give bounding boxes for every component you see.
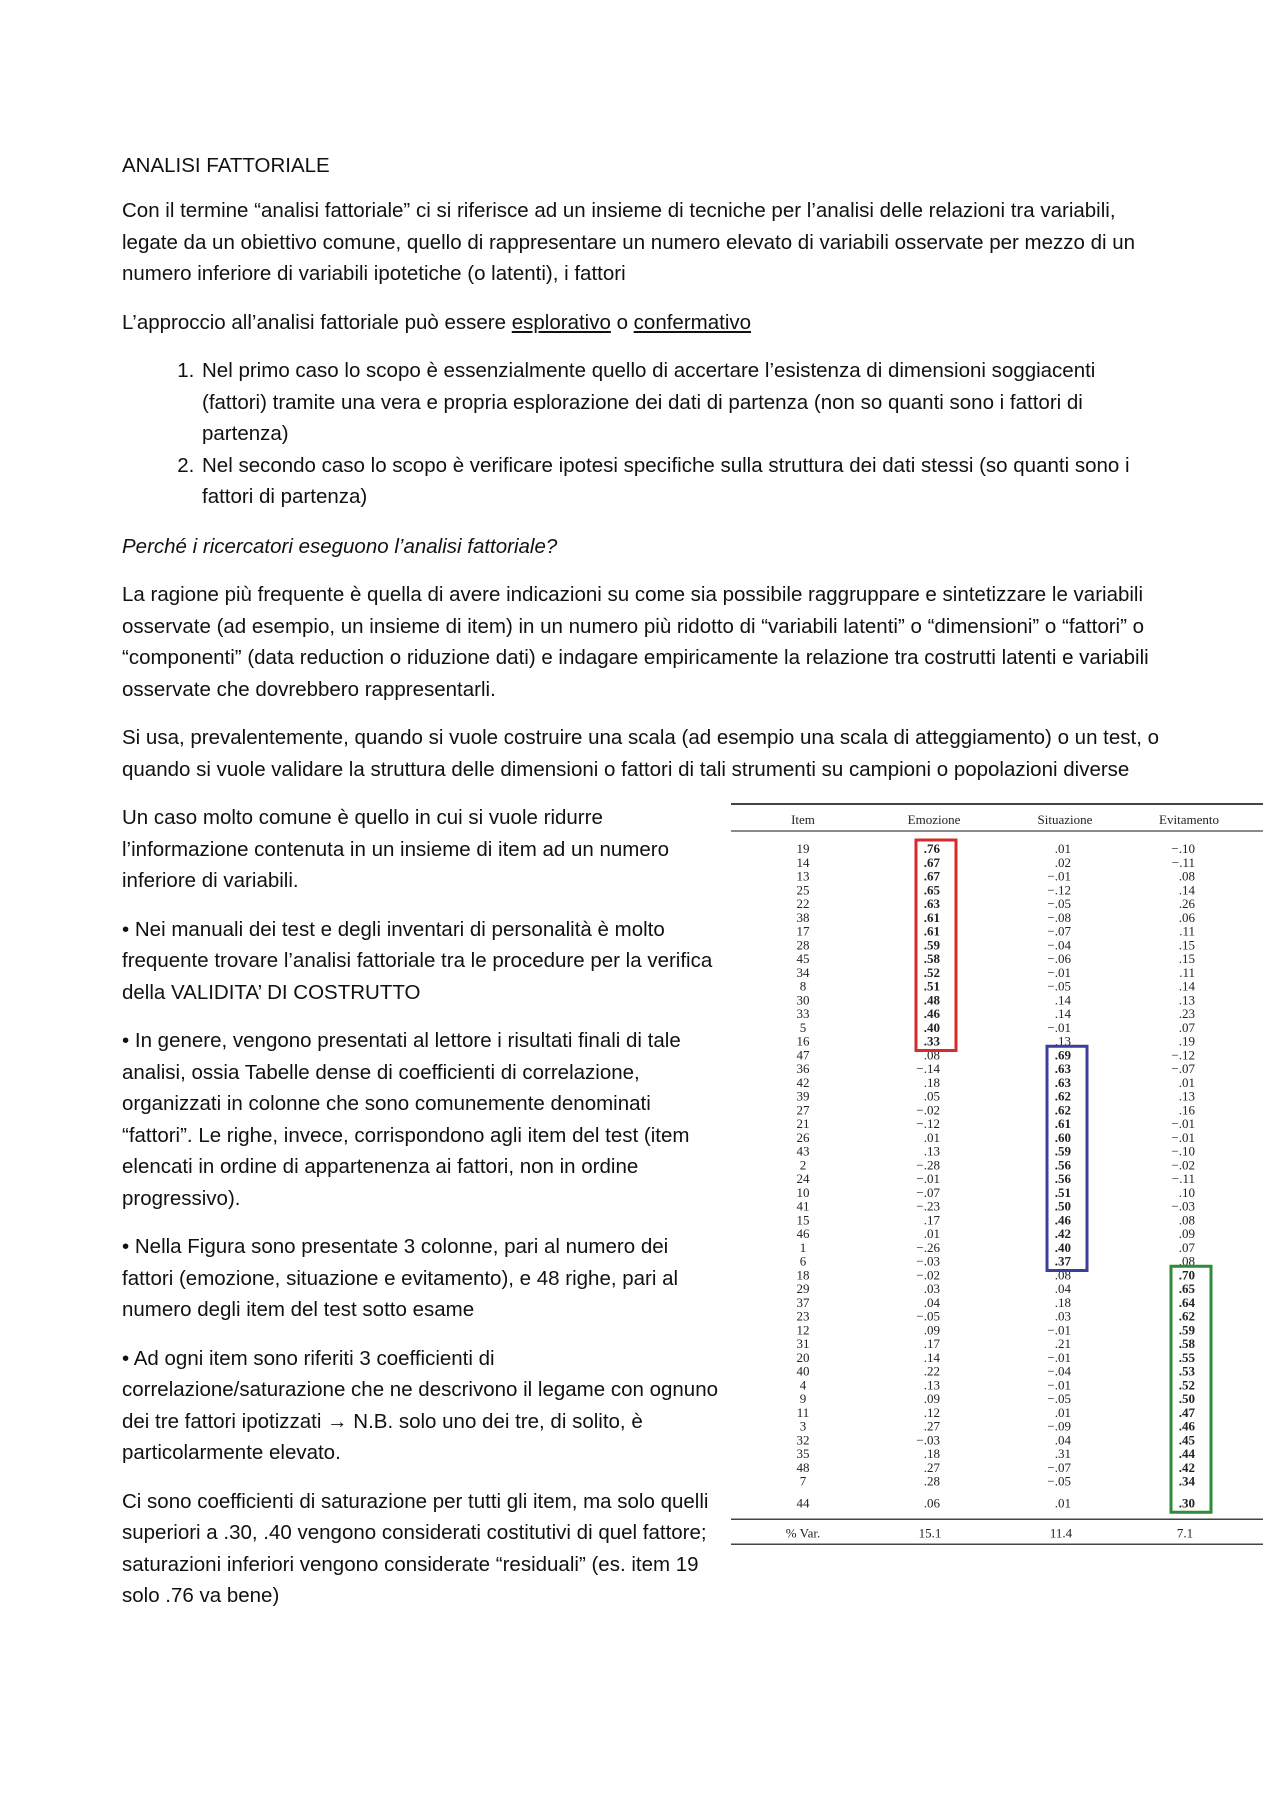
table-cell: .13 [1178, 992, 1195, 1008]
table-cell: .58 [923, 951, 940, 966]
table-cell: −.09 [1047, 1418, 1071, 1434]
table-cell: 9 [799, 1391, 807, 1406]
table-cell: −.05 [1047, 896, 1071, 911]
table-footer-cell: % Var. [785, 1525, 821, 1541]
table-cell: .07 [1178, 1019, 1195, 1035]
table-cell: .15 [1178, 937, 1195, 953]
table-cell: 31 [796, 1336, 810, 1351]
table-cell: .63 [923, 896, 940, 911]
table-cell: 46 [796, 1226, 810, 1241]
table-cell: −.02 [1171, 1157, 1195, 1173]
table-cell: 18 [796, 1267, 810, 1283]
table-cell: 27 [796, 1102, 810, 1118]
table-cell: 10 [796, 1184, 810, 1200]
table-cell: −.07 [916, 1184, 940, 1200]
question-heading: Perché i ricercatori eseguono l’analisi fattoriale? [122, 534, 558, 558]
table-cell: .51 [1054, 1184, 1071, 1200]
table-cell: −.12 [916, 1116, 940, 1131]
table-cell: −.02 [916, 1102, 940, 1118]
table-cell: 41 [796, 1198, 810, 1214]
reason-paragraph: La ragione più frequente è quella di avere indicazioni su come sia possibile raggruppare e sintetizzare le variabili osservate (ad esempio, un insieme di item) in un numero più ridotto di “variabili latenti” o “dimensioni” o “fattori” o “componenti” (data reduction o riduzione dati) e indagare empiricamente la relazione tra costrutti latenti e variabili osservate che dovrebbero rappresentarli. [122, 583, 1149, 701]
table-cell: .06 [1178, 909, 1195, 925]
table-cell: 21 [796, 1116, 810, 1131]
table-header-situazione: Situazione [1037, 812, 1093, 827]
table-cell: .63 [1054, 1061, 1071, 1076]
table-cell: .03 [923, 1281, 940, 1296]
table-cell: .50 [1178, 1391, 1195, 1406]
table-cell: 32 [796, 1432, 810, 1448]
table-cell: .06 [923, 1495, 940, 1511]
left-paragraph-5-a: • Ad ogni item sono riferiti 3 coefficienti di correlazione/saturazione che ne descrivono il legame con ognuno dei tre fattori ipotizzati [122, 1346, 719, 1433]
table-cell: .27 [923, 1459, 940, 1475]
table-cell: .01 [923, 1129, 940, 1145]
table-cell: .14 [1054, 1006, 1071, 1021]
table-cell: .13 [923, 1377, 940, 1393]
table-cell: −.05 [1047, 1391, 1071, 1406]
table-cell: −.26 [916, 1239, 940, 1255]
table-cell: 38 [796, 909, 810, 925]
table-cell: .01 [923, 1226, 940, 1241]
table-cell: .61 [923, 923, 940, 939]
table-cell: −.02 [916, 1267, 940, 1283]
left-paragraph-3: • In genere, vengono presentati al lettore i risultati finali di tale analisi, ossia Tabelle dense di coefficienti di correlazione, organizzati in colonne che sono comunemente denominati “fattori”. Le righe, invece, corrispondono agli item del test (item elencati in ordine di appartenenza ai fattori, non in ordine progressivo). [122, 1029, 690, 1210]
table-cell: .13 [1054, 1033, 1071, 1049]
table-cell: .46 [1054, 1212, 1071, 1228]
table-cell: .22 [923, 1363, 940, 1379]
table-cell: .44 [1178, 1446, 1195, 1461]
table-cell: .34 [1178, 1473, 1195, 1489]
table-cell: .05 [923, 1088, 940, 1104]
table-cell: 36 [796, 1061, 810, 1076]
confirmative-term: confermativo [633, 310, 752, 334]
table-cell: .61 [1054, 1116, 1071, 1131]
table-cell: .08 [923, 1047, 940, 1063]
table-cell: −.03 [916, 1432, 940, 1448]
table-cell: .12 [923, 1404, 940, 1420]
explorative-term: esplorativo [511, 310, 611, 334]
table-cell: 1 [799, 1239, 807, 1255]
table-cell: 24 [796, 1171, 810, 1186]
table-cell: 25 [796, 882, 810, 898]
table-cell: −.12 [1171, 1047, 1195, 1063]
table-cell: −.12 [1047, 882, 1071, 898]
table-cell: 12 [796, 1322, 810, 1338]
table-cell: .28 [923, 1473, 940, 1489]
table-cell: .27 [923, 1418, 940, 1434]
table-cell: −.01 [1047, 1322, 1071, 1338]
table-cell: 48 [796, 1459, 810, 1475]
table-cell: .50 [1054, 1198, 1071, 1214]
table-cell: .01 [1054, 841, 1071, 856]
left-column [122, 802, 722, 1629]
table-cell: .56 [1054, 1171, 1071, 1186]
table-cell: .65 [923, 882, 940, 898]
intro-paragraph: Con il termine “analisi fattoriale” ci si riferisce ad un insieme di tecniche per l’analisi delle relazioni tra variabili, legate da un obiettivo comune, quello di rappresentare un numero elevato di variabili osservate per mezzo di un numero inferiore di variabili ipotetiche (o latenti), i fattori [122, 199, 1136, 285]
table-cell: −.01 [1171, 1116, 1195, 1131]
table-cell: 20 [796, 1349, 810, 1365]
table-cell: .14 [1178, 882, 1195, 898]
table-cell: −.23 [916, 1198, 940, 1214]
table-cell: .67 [923, 854, 940, 870]
table-cell: 26 [796, 1129, 810, 1145]
table-cell: .16 [1178, 1102, 1195, 1118]
table-cell: 17 [796, 923, 810, 939]
table-cell: .48 [923, 992, 940, 1008]
table-cell: 11 [796, 1404, 810, 1420]
table-cell: .08 [1178, 1212, 1195, 1228]
two-column-section [122, 802, 1219, 1642]
table-cell: .42 [1054, 1226, 1071, 1241]
table-cell: 39 [796, 1088, 810, 1104]
table-cell: 37 [796, 1294, 810, 1310]
table-cell: 14 [796, 854, 810, 870]
table-cell: 43 [796, 1143, 810, 1159]
table-cell: −.01 [916, 1171, 940, 1186]
table-cell: .33 [923, 1033, 940, 1049]
table-cell: .46 [923, 1006, 940, 1021]
list-item: 2. Nel secondo caso lo scopo è verificare ipotesi specifiche sulla struttura dei dati stessi (so quanti sono i fattori di partenza) [200, 450, 1162, 513]
table-cell: −.07 [1171, 1061, 1195, 1076]
table-cell: 2 [799, 1157, 807, 1173]
table-cell: .76 [923, 841, 940, 856]
table-cell: −.08 [1047, 909, 1071, 925]
table-cell: .01 [1178, 1074, 1195, 1090]
list-item: 1. Nel primo caso lo scopo è essenzialmente quello di accertare l’esistenza di dimensioni soggiacenti (fattori) tramite una vera e propria esplorazione dei dati di partenza (non so quanti sono i fattori di partenza) [200, 355, 1162, 450]
table-cell: −.06 [1047, 951, 1071, 966]
table-cell: .42 [1178, 1459, 1195, 1475]
table-cell: .51 [923, 978, 940, 994]
left-paragraph-2: • Nei manuali dei test e degli inventari di personalità è molto frequente trovare l’analisi fattoriale tra le procedure per la verifica della VALIDITA’ DI COSTRUTTO [122, 917, 713, 1004]
table-cell: .02 [1054, 854, 1071, 870]
table-header-item: Item [791, 812, 815, 827]
table-cell: .17 [923, 1336, 940, 1351]
table-cell: 5 [799, 1019, 807, 1035]
table-cell: −.01 [1047, 868, 1071, 884]
table-cell: 34 [796, 964, 810, 980]
table-header-evitamento: Evitamento [1159, 812, 1219, 827]
table-cell: 28 [796, 937, 810, 953]
table-cell: 13 [796, 868, 810, 884]
table-cell: .11 [1179, 923, 1195, 939]
table-cell: −.28 [916, 1157, 940, 1173]
table-cell: 6 [799, 1253, 807, 1269]
table-cell: .13 [1178, 1088, 1195, 1104]
table-cell: .59 [923, 937, 940, 953]
table-cell: 7 [799, 1473, 807, 1489]
table-cell: −.01 [1171, 1129, 1195, 1145]
table-cell: −.07 [1047, 1459, 1071, 1475]
table-cell: −.11 [1171, 1171, 1195, 1186]
table-cell: .31 [1054, 1446, 1071, 1461]
table-cell: .58 [1178, 1336, 1195, 1351]
table-cell: 8 [799, 978, 807, 994]
table-cell: .65 [1178, 1281, 1195, 1296]
left-paragraph-5 [122, 1343, 722, 1469]
table-cell: .11 [1179, 964, 1195, 980]
table-cell: .52 [923, 964, 940, 980]
table-cell: .46 [1178, 1418, 1195, 1434]
table-footer-cell: 11.4 [1049, 1525, 1073, 1541]
table-cell: .15 [1178, 951, 1195, 966]
approach-prefix: L’approccio all’analisi fattoriale può essere [122, 310, 512, 334]
arrow-icon: → [327, 1409, 348, 1433]
table-cell: −.04 [1047, 937, 1071, 953]
table-cell: −.01 [1047, 1019, 1071, 1035]
table-cell: .63 [1054, 1074, 1071, 1090]
table-cell: 44 [796, 1495, 810, 1511]
table-cell: .59 [1054, 1143, 1071, 1159]
table-cell: .60 [1054, 1129, 1071, 1145]
table-cell: 40 [796, 1363, 810, 1379]
table-cell: −.03 [916, 1253, 940, 1269]
table-cell: .21 [1054, 1336, 1071, 1351]
table-cell: −.07 [1047, 923, 1071, 939]
table-cell: 30 [796, 992, 810, 1008]
table-cell: −.10 [1171, 1143, 1195, 1159]
table-cell: .14 [1054, 992, 1071, 1008]
table-cell: .52 [1178, 1377, 1195, 1393]
table-cell: .56 [1054, 1157, 1071, 1173]
left-paragraph-4: • Nella Figura sono presentate 3 colonne, pari al numero dei fattori (emozione, situazione e evitamento), e 48 righe, pari al numero degli item del test sotto esame [122, 1235, 679, 1321]
table-cell: .62 [1054, 1088, 1071, 1104]
approach-middle: o [610, 310, 634, 334]
table-cell: 3 [799, 1418, 807, 1434]
table-cell: .37 [1054, 1253, 1071, 1269]
table-cell: .53 [1178, 1363, 1195, 1379]
table-cell: .13 [923, 1143, 940, 1159]
table-cell: .19 [1178, 1033, 1195, 1049]
table-cell: .09 [923, 1322, 940, 1338]
table-cell: 23 [796, 1308, 810, 1324]
table-cell: .45 [1178, 1432, 1195, 1448]
table-footer-cell: 15.1 [918, 1525, 942, 1541]
table-cell: .40 [923, 1019, 940, 1035]
table-cell: .62 [1054, 1102, 1071, 1118]
table-cell: .26 [1178, 896, 1195, 911]
table-cell: −.01 [1047, 1377, 1071, 1393]
table-cell: .69 [1054, 1047, 1071, 1063]
table-cell: .30 [1178, 1495, 1195, 1511]
table-cell: −.14 [916, 1061, 940, 1076]
table-cell: .59 [1178, 1322, 1195, 1338]
table-cell: .40 [1054, 1239, 1071, 1255]
factor-table-svg [731, 802, 1263, 1632]
table-cell: .17 [923, 1212, 940, 1228]
document-title: ANALISI FATTORIALE [122, 154, 330, 177]
table-cell: −.03 [1171, 1198, 1195, 1214]
table-cell: .04 [1054, 1281, 1071, 1296]
approach-list [122, 355, 1162, 513]
table-cell: −.05 [1047, 1473, 1071, 1489]
table-cell: −.01 [1047, 1349, 1071, 1365]
table-cell: −.04 [1047, 1363, 1071, 1379]
table-cell: .14 [923, 1349, 940, 1365]
table-cell: .67 [923, 868, 940, 884]
table-cell: .01 [1054, 1495, 1071, 1511]
table-cell: .04 [923, 1294, 940, 1310]
table-cell: .08 [1178, 1253, 1195, 1269]
table-cell: .04 [1054, 1432, 1071, 1448]
table-cell: 22 [796, 896, 810, 911]
table-cell: 35 [796, 1446, 810, 1461]
table-cell: 42 [796, 1074, 810, 1090]
table-cell: .14 [1178, 978, 1195, 994]
document-page [122, 150, 1219, 1642]
factor-loadings-table [731, 802, 1263, 1632]
table-cell: 16 [796, 1033, 810, 1049]
table-cell: .08 [1054, 1267, 1071, 1283]
table-cell: −.10 [1171, 841, 1195, 856]
left-paragraph-5-b: N.B. solo uno dei tre, di solito, è particolarmente elevato. [122, 1409, 643, 1464]
table-cell: 15 [796, 1212, 810, 1228]
table-cell: .09 [923, 1391, 940, 1406]
table-cell: .01 [1054, 1404, 1071, 1420]
table-cell: .55 [1178, 1349, 1195, 1365]
table-cell: −.01 [1047, 964, 1071, 980]
table-cell: 47 [796, 1047, 810, 1063]
table-footer-cell: 7.1 [1176, 1525, 1194, 1541]
table-cell: .62 [1178, 1308, 1195, 1324]
table-cell: 19 [796, 841, 810, 856]
table-cell: .03 [1054, 1308, 1071, 1324]
table-cell: .07 [1178, 1239, 1195, 1255]
approach-paragraph [122, 307, 1162, 339]
table-cell: .18 [1054, 1294, 1071, 1310]
left-paragraph-1: Un caso molto comune è quello in cui si vuole ridurre l’informazione contenuta in un insieme di item ad un numero inferiore di variabili. [122, 806, 669, 892]
table-cell: .10 [1178, 1184, 1195, 1200]
table-header-emozione: Emozione [907, 812, 961, 827]
table-cell: −.05 [916, 1308, 940, 1324]
left-paragraph-6: Ci sono coefficienti di saturazione per tutti gli item, ma solo quelli superiori a .30, .40 vengono considerati costitutivi di quel fattore; saturazioni inferiori vengono considerate “residuali” (es. item 19 solo .76 va bene) [122, 1489, 709, 1607]
table-cell: 29 [796, 1281, 810, 1296]
table-cell: .18 [923, 1074, 940, 1090]
table-cell: −.11 [1171, 854, 1195, 870]
table-cell: .47 [1178, 1404, 1195, 1420]
table-cell: .64 [1178, 1294, 1195, 1310]
table-cell: .08 [1178, 868, 1195, 884]
table-cell: .61 [923, 909, 940, 925]
table-cell: .18 [923, 1446, 940, 1461]
table-cell: .70 [1178, 1267, 1195, 1283]
table-cell: 4 [799, 1377, 807, 1393]
table-cell: 45 [796, 951, 810, 966]
table-cell: −.05 [1047, 978, 1071, 994]
table-cell: .23 [1178, 1006, 1195, 1021]
usage-paragraph: Si usa, prevalentemente, quando si vuole costruire una scala (ad esempio una scala di atteggiamento) o un test, o quando si vuole validare la struttura delle dimensioni o fattori di tali strumenti su campioni o popolazioni diverse [122, 726, 1160, 781]
table-cell: 33 [796, 1006, 810, 1021]
table-cell: .09 [1178, 1226, 1195, 1241]
